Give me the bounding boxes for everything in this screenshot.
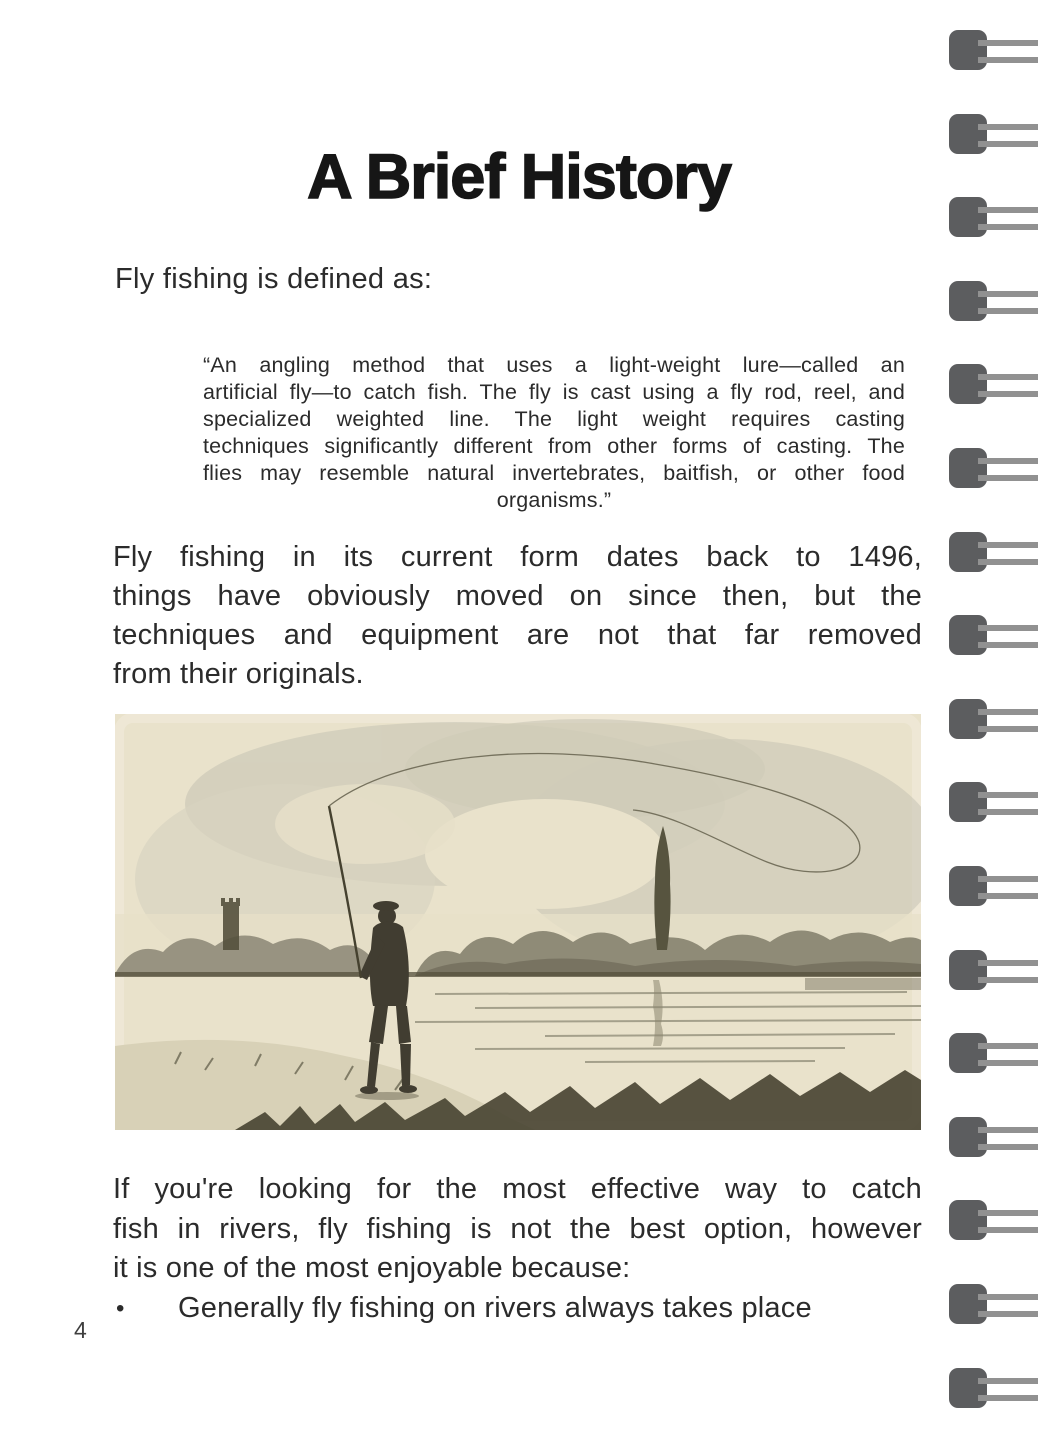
binding-clip-icon (949, 1033, 1038, 1073)
text-line: Fly fishing in its current form dates back to 1496, (113, 541, 922, 573)
binding-clip-icon (949, 532, 1038, 572)
text-line: from their originals. (113, 658, 364, 690)
text-line: If you're looking for the most effective way to catch (113, 1173, 922, 1205)
text-line: things have obviously moved on since then, but the (113, 580, 922, 612)
binding-clip-icon (949, 281, 1038, 321)
text-line: organisms.” (496, 487, 612, 512)
page-title: A Brief History (307, 142, 731, 213)
text-line: fish in rivers, fly fishing is not the best option, however (113, 1212, 922, 1245)
page-number: 4 (74, 1317, 87, 1343)
text-line: flies may resemble natural invertebrates, baitfish, or other food (203, 460, 905, 485)
history-paragraph (113, 538, 922, 694)
text-line: techniques and equipment are not that far removed (113, 619, 922, 651)
binding-clip-icon (949, 615, 1038, 655)
text-line: artificial fly—to catch fish. The fly is cast using a fly rod, reel, and (203, 379, 905, 404)
bullet-text: Generally fly fishing on rivers always takes place (178, 1292, 812, 1324)
definition-intro-line: Fly fishing is defined as: (115, 263, 433, 295)
binding-clip-icon (949, 448, 1038, 488)
fly-fishing-etching (115, 714, 921, 1130)
binding-clip-icon (949, 364, 1038, 404)
binding-clip-icon (949, 1200, 1038, 1240)
bullet-icon: • (116, 1295, 125, 1322)
definition-quote (203, 352, 905, 514)
binding-clip-icon (949, 30, 1038, 70)
binding-clip-icon (949, 1284, 1038, 1324)
binding-clip-icon (949, 782, 1038, 822)
etching-graphic (115, 714, 921, 1130)
binding-clip-icon (949, 1368, 1038, 1408)
bullet-item (113, 1289, 925, 1328)
text-line: specialized weighted line. The light weight requires casting (203, 406, 905, 431)
conclusion-paragraph (113, 1170, 922, 1289)
binding-clip-icon (949, 950, 1038, 990)
text-line: techniques significantly different from other forms of casting. The (203, 433, 905, 458)
text-line: “An angling method that uses a light-weight lure—called an (203, 352, 905, 377)
binding-clip-icon (949, 1117, 1038, 1157)
binding-clip-icon (949, 699, 1038, 739)
text-line: it is one of the most enjoyable because: (113, 1252, 631, 1284)
binding-clip-icon (949, 866, 1038, 906)
